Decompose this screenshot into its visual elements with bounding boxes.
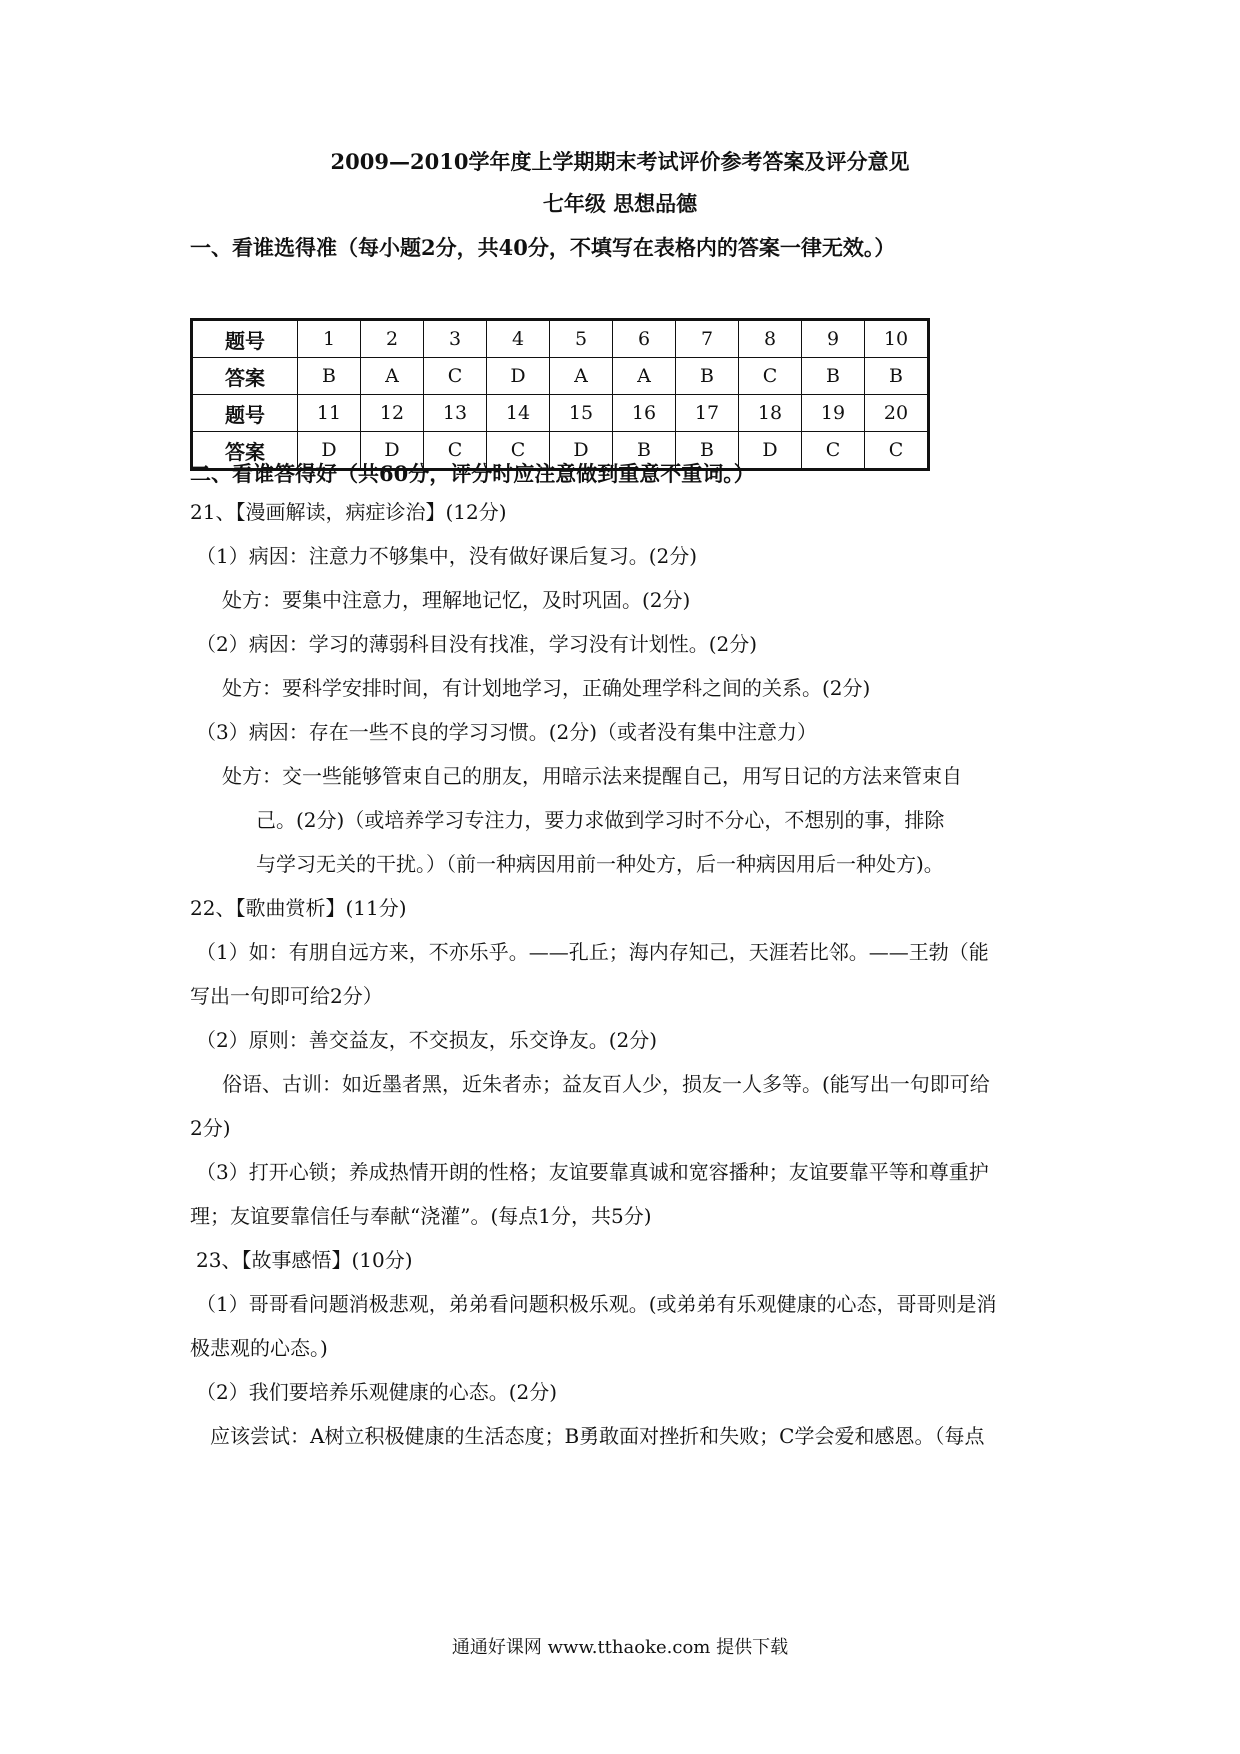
table-cell: D — [550, 432, 613, 470]
q21-3-remedy: 处方：交一些能够管束自己的朋友，用暗示法来提醒自己，用写日记的方法来管束自 — [222, 764, 962, 788]
table-cell: 13 — [424, 395, 487, 432]
q21-heading: 21、【漫画解读，病症诊治】(12分) — [190, 500, 507, 524]
table-cell: C — [739, 358, 802, 395]
table-cell: C — [865, 432, 929, 470]
table-cell: 18 — [739, 395, 802, 432]
table-cell: D — [739, 432, 802, 470]
table-cell: 8 — [739, 320, 802, 358]
q21-3-remedy-3: 与学习无关的干扰。）（前一种病因用前一种处方，后一种病因用后一种处方)。 — [256, 852, 944, 876]
table-cell: C — [802, 432, 865, 470]
table-cell: 10 — [865, 320, 929, 358]
table-cell: 20 — [865, 395, 929, 432]
table-cell: D — [487, 358, 550, 395]
q22-2-sayings: 俗语、古训：如近墨者黑，近朱者赤；益友百人少，损友一人多等。(能写出一句即可给 — [222, 1072, 990, 1096]
table-cell: 16 — [613, 395, 676, 432]
table-cell: A — [613, 358, 676, 395]
table-cell: 19 — [802, 395, 865, 432]
section-2-heading: 二、看谁答得好（共60分，评分时应注意做到重意不重词。） — [190, 461, 755, 486]
document-subtitle: 七年级 思想品德 — [542, 191, 698, 216]
table-cell: 12 — [361, 395, 424, 432]
q21-3-cause: （3）病因：存在一些不良的学习习惯。(2分)（或者没有集中注意力） — [196, 720, 818, 744]
table-cell: 11 — [298, 395, 361, 432]
q23-1-cont: 极悲观的心态。) — [190, 1336, 328, 1360]
table-cell: 17 — [676, 395, 739, 432]
table-cell: D — [361, 432, 424, 470]
q22-heading: 22、【歌曲赏析】(11分) — [190, 896, 407, 920]
q21-1-cause: （1）病因：注意力不够集中，没有做好课后复习。(2分) — [196, 544, 698, 568]
answer-table — [190, 318, 930, 471]
table-cell: 1 — [298, 320, 361, 358]
table-cell: C — [424, 432, 487, 470]
table-cell: B — [676, 432, 739, 470]
q21-3-remedy-2: 己。(2分)（或培养学习专注力，要力求做到学习时不分心，不想别的事，排除 — [256, 808, 945, 832]
table-cell: 6 — [613, 320, 676, 358]
table-cell: 15 — [550, 395, 613, 432]
document-title: 2009—2010学年度上学期期末考试评价参考答案及评分意见 — [330, 149, 910, 174]
q23-2: （2）我们要培养乐观健康的心态。(2分) — [196, 1380, 558, 1404]
row-label: 答案 — [192, 432, 298, 470]
table-cell: A — [550, 358, 613, 395]
table-row — [192, 358, 929, 395]
table-cell: B — [802, 358, 865, 395]
table-cell: 7 — [676, 320, 739, 358]
footer-credit: 通通好课网 www.tthaoke.com 提供下载 — [451, 1637, 789, 1658]
table-cell: 4 — [487, 320, 550, 358]
table-cell: D — [298, 432, 361, 470]
table-row — [192, 395, 929, 432]
q22-1: （1）如：有朋自远方来，不亦乐乎。——孔丘；海内存知己，天涯若比邻。——王勃（能 — [196, 940, 989, 964]
table-cell: 2 — [361, 320, 424, 358]
q22-3-cont: 理；友谊要靠信任与奉献“浇灌”。(每点1分，共5分) — [190, 1204, 652, 1228]
table-cell: A — [361, 358, 424, 395]
q21-1-remedy: 处方：要集中注意力，理解地记忆，及时巩固。(2分) — [222, 588, 691, 612]
q22-2-cont: 2分) — [190, 1116, 231, 1140]
q23-heading: 23、【故事感悟】(10分) — [196, 1248, 413, 1272]
table-cell: 5 — [550, 320, 613, 358]
section-1-heading: 一、看谁选得准（每小题2分，共40分，不填写在表格内的答案一律无效。） — [190, 235, 896, 260]
table-cell: B — [613, 432, 676, 470]
row-label: 答案 — [192, 358, 298, 395]
row-label: 题号 — [192, 320, 298, 358]
table-cell: B — [676, 358, 739, 395]
q22-1-cont: 写出一句即可给2分） — [190, 984, 383, 1008]
q21-2-cause: （2）病因：学习的薄弱科目没有找准，学习没有计划性。(2分) — [196, 632, 758, 656]
q23-1: （1）哥哥看问题消极悲观，弟弟看问题积极乐观。(或弟弟有乐观健康的心态，哥哥则是消 — [196, 1292, 997, 1316]
table-row — [192, 320, 929, 358]
table-cell: C — [487, 432, 550, 470]
table-cell: B — [865, 358, 929, 395]
q21-2-remedy: 处方：要科学安排时间，有计划地学习，正确处理学科之间的关系。(2分) — [222, 676, 871, 700]
q22-3: （3）打开心锁；养成热情开朗的性格；友谊要靠真诚和宽容播种；友谊要靠平等和尊重护 — [196, 1160, 989, 1184]
table-cell: 9 — [802, 320, 865, 358]
q23-2-cont: 应该尝试：A树立积极健康的生活态度；B勇敢面对挫折和失败；C学会爱和感恩。（每点 — [210, 1424, 985, 1448]
row-label: 题号 — [192, 395, 298, 432]
q22-2: （2）原则：善交益友，不交损友，乐交诤友。(2分) — [196, 1028, 658, 1052]
table-cell: 3 — [424, 320, 487, 358]
table-cell: 14 — [487, 395, 550, 432]
table-cell: C — [424, 358, 487, 395]
table-cell: B — [298, 358, 361, 395]
